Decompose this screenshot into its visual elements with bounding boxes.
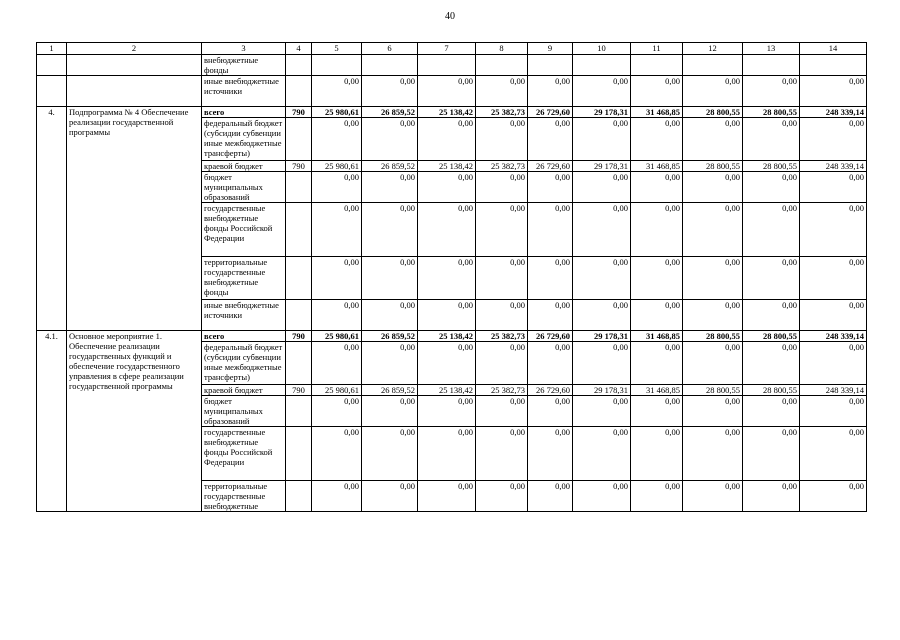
amount-cell: 0,00 (418, 203, 476, 257)
amount-cell: 0,00 (312, 172, 362, 203)
amount-cell: 0,00 (312, 396, 362, 427)
column-header: 3 (202, 43, 286, 55)
amount-cell: 0,00 (476, 300, 528, 331)
amount-cell: 0,00 (631, 172, 683, 203)
amount-cell: 28 800,55 (743, 161, 800, 172)
funding-source: всего (202, 107, 286, 118)
amount-cell: 0,00 (631, 427, 683, 481)
amount-cell: 28 800,55 (683, 385, 743, 396)
budget-code (286, 342, 312, 385)
amount-cell: 0,00 (476, 427, 528, 481)
amount-cell: 0,00 (362, 172, 418, 203)
amount-cell: 0,00 (743, 427, 800, 481)
table-row (37, 331, 867, 342)
amount-cell: 25 138,42 (418, 385, 476, 396)
funding-source: внебюджетные фонды (202, 55, 286, 76)
table-row (37, 107, 867, 118)
amount-cell: 0,00 (683, 172, 743, 203)
amount-cell: 0,00 (743, 396, 800, 427)
amount-cell: 0,00 (362, 203, 418, 257)
amount-cell: 25 980,61 (312, 161, 362, 172)
amount-cell: 0,00 (418, 76, 476, 107)
funding-source: федеральный бюджет (субсидии субвенции иные межбюджетные трансферты) (202, 118, 286, 161)
amount-cell: 0,00 (573, 300, 631, 331)
column-header: 5 (312, 43, 362, 55)
column-header: 1 (37, 43, 67, 55)
amount-cell (312, 55, 362, 76)
amount-cell: 0,00 (800, 300, 867, 331)
amount-cell: 0,00 (683, 300, 743, 331)
amount-cell: 0,00 (418, 396, 476, 427)
funding-source: иные внебюджетные источники (202, 76, 286, 107)
amount-cell: 0,00 (573, 118, 631, 161)
funding-source: государственные внебюджетные фонды Российской Федерации (202, 427, 286, 481)
amount-cell: 26 859,52 (362, 385, 418, 396)
amount-cell: 0,00 (573, 76, 631, 107)
amount-cell: 0,00 (528, 203, 573, 257)
amount-cell: 0,00 (418, 300, 476, 331)
amount-cell: 0,00 (362, 396, 418, 427)
amount-cell: 0,00 (476, 342, 528, 385)
amount-cell: 28 800,55 (683, 107, 743, 118)
column-header: 4 (286, 43, 312, 55)
amount-cell: 0,00 (528, 300, 573, 331)
amount-cell: 0,00 (573, 172, 631, 203)
amount-cell (683, 55, 743, 76)
amount-cell: 26 729,60 (528, 331, 573, 342)
amount-cell: 28 800,55 (743, 331, 800, 342)
amount-cell: 0,00 (418, 118, 476, 161)
row-index: 4.1. (37, 331, 67, 512)
amount-cell: 0,00 (683, 481, 743, 512)
amount-cell: 0,00 (312, 427, 362, 481)
amount-cell: 0,00 (631, 396, 683, 427)
amount-cell (362, 55, 418, 76)
header-row (37, 43, 867, 55)
amount-cell: 0,00 (683, 203, 743, 257)
amount-cell: 0,00 (743, 76, 800, 107)
table-row (37, 55, 867, 76)
amount-cell: 28 800,55 (743, 107, 800, 118)
amount-cell: 0,00 (476, 396, 528, 427)
budget-code (286, 55, 312, 76)
amount-cell: 0,00 (476, 203, 528, 257)
column-header: 12 (683, 43, 743, 55)
amount-cell: 0,00 (573, 342, 631, 385)
funding-source: федеральный бюджет (субсидии субвенции иные межбюджетные трансферты) (202, 342, 286, 385)
amount-cell: 0,00 (631, 481, 683, 512)
budget-code: 790 (286, 161, 312, 172)
amount-cell: 0,00 (312, 118, 362, 161)
amount-cell: 0,00 (528, 342, 573, 385)
amount-cell: 0,00 (800, 76, 867, 107)
amount-cell: 0,00 (631, 342, 683, 385)
budget-code (286, 427, 312, 481)
amount-cell: 26 729,60 (528, 161, 573, 172)
amount-cell: 0,00 (573, 427, 631, 481)
budget-code (286, 257, 312, 300)
amount-cell (743, 55, 800, 76)
budget-code: 790 (286, 385, 312, 396)
amount-cell: 0,00 (362, 481, 418, 512)
amount-cell: 0,00 (528, 118, 573, 161)
amount-cell: 0,00 (312, 300, 362, 331)
amount-cell: 0,00 (743, 342, 800, 385)
amount-cell: 0,00 (418, 172, 476, 203)
amount-cell: 0,00 (800, 427, 867, 481)
funding-source: бюджет муниципальных образований (202, 172, 286, 203)
amount-cell: 248 339,14 (800, 331, 867, 342)
amount-cell: 0,00 (743, 481, 800, 512)
column-header: 11 (631, 43, 683, 55)
amount-cell: 0,00 (312, 76, 362, 107)
row-title (67, 76, 202, 107)
row-index (37, 76, 67, 107)
amount-cell: 0,00 (476, 118, 528, 161)
amount-cell: 28 800,55 (683, 161, 743, 172)
column-header: 13 (743, 43, 800, 55)
amount-cell: 0,00 (631, 203, 683, 257)
amount-cell: 0,00 (573, 257, 631, 300)
amount-cell: 26 729,60 (528, 107, 573, 118)
amount-cell: 29 178,31 (573, 331, 631, 342)
row-index (37, 55, 67, 76)
column-header: 9 (528, 43, 573, 55)
amount-cell: 29 178,31 (573, 107, 631, 118)
amount-cell: 0,00 (800, 396, 867, 427)
row-index: 4. (37, 107, 67, 331)
amount-cell: 26 859,52 (362, 107, 418, 118)
funding-source: всего (202, 331, 286, 342)
amount-cell: 248 339,14 (800, 107, 867, 118)
amount-cell: 0,00 (312, 203, 362, 257)
amount-cell: 0,00 (476, 257, 528, 300)
amount-cell: 25 980,61 (312, 331, 362, 342)
amount-cell (476, 55, 528, 76)
funding-source: территориальные государственные внебюджетные (202, 481, 286, 512)
budget-code (286, 203, 312, 257)
amount-cell: 31 468,85 (631, 107, 683, 118)
amount-cell: 0,00 (631, 118, 683, 161)
column-header: 6 (362, 43, 418, 55)
budget-code (286, 76, 312, 107)
column-header: 2 (67, 43, 202, 55)
amount-cell: 25 382,73 (476, 331, 528, 342)
amount-cell: 0,00 (800, 203, 867, 257)
amount-cell: 25 980,61 (312, 107, 362, 118)
amount-cell: 0,00 (528, 76, 573, 107)
amount-cell: 26 859,52 (362, 331, 418, 342)
budget-code (286, 172, 312, 203)
funding-source: краевой бюджет (202, 161, 286, 172)
amount-cell: 0,00 (528, 427, 573, 481)
funding-source: краевой бюджет (202, 385, 286, 396)
amount-cell: 0,00 (528, 172, 573, 203)
amount-cell: 26 729,60 (528, 385, 573, 396)
amount-cell: 0,00 (800, 257, 867, 300)
amount-cell (800, 55, 867, 76)
amount-cell: 0,00 (362, 118, 418, 161)
page-number: 40 (445, 11, 455, 22)
amount-cell (418, 55, 476, 76)
budget-table (36, 42, 867, 512)
amount-cell: 0,00 (683, 396, 743, 427)
amount-cell: 0,00 (418, 481, 476, 512)
amount-cell: 0,00 (743, 172, 800, 203)
amount-cell: 0,00 (362, 342, 418, 385)
amount-cell: 26 859,52 (362, 161, 418, 172)
row-title: Основное мероприятие 1. Обеспечение реализации государственных функций и обеспечение государственного управления в сфере реализации государственной программы (67, 331, 202, 512)
amount-cell: 29 178,31 (573, 161, 631, 172)
amount-cell: 0,00 (418, 342, 476, 385)
funding-source: территориальные государственные внебюджетные фонды (202, 257, 286, 300)
amount-cell: 248 339,14 (800, 385, 867, 396)
amount-cell: 0,00 (362, 76, 418, 107)
amount-cell: 0,00 (528, 481, 573, 512)
amount-cell: 0,00 (743, 118, 800, 161)
amount-cell: 0,00 (631, 76, 683, 107)
amount-cell (528, 55, 573, 76)
amount-cell: 31 468,85 (631, 385, 683, 396)
budget-code: 790 (286, 331, 312, 342)
budget-code (286, 300, 312, 331)
budget-code (286, 118, 312, 161)
amount-cell: 28 800,55 (683, 331, 743, 342)
amount-cell: 25 382,73 (476, 385, 528, 396)
amount-cell: 0,00 (631, 300, 683, 331)
amount-cell: 0,00 (743, 203, 800, 257)
row-title: Подпрограмма № 4 Обеспечение реализации государственной программы (67, 107, 202, 331)
column-header: 7 (418, 43, 476, 55)
amount-cell: 0,00 (312, 342, 362, 385)
funding-source: бюджет муниципальных образований (202, 396, 286, 427)
column-header: 10 (573, 43, 631, 55)
amount-cell: 0,00 (362, 427, 418, 481)
amount-cell: 0,00 (573, 203, 631, 257)
amount-cell: 31 468,85 (631, 161, 683, 172)
amount-cell: 0,00 (800, 118, 867, 161)
amount-cell: 28 800,55 (743, 385, 800, 396)
amount-cell: 0,00 (476, 172, 528, 203)
amount-cell: 0,00 (528, 257, 573, 300)
amount-cell: 0,00 (418, 427, 476, 481)
amount-cell: 0,00 (800, 172, 867, 203)
amount-cell (631, 55, 683, 76)
amount-cell: 31 468,85 (631, 331, 683, 342)
amount-cell: 25 138,42 (418, 107, 476, 118)
amount-cell: 0,00 (362, 300, 418, 331)
amount-cell: 0,00 (362, 257, 418, 300)
amount-cell: 0,00 (312, 481, 362, 512)
amount-cell: 0,00 (800, 342, 867, 385)
amount-cell: 0,00 (683, 76, 743, 107)
amount-cell: 29 178,31 (573, 385, 631, 396)
amount-cell: 25 138,42 (418, 331, 476, 342)
amount-cell: 0,00 (683, 257, 743, 300)
amount-cell: 25 382,73 (476, 161, 528, 172)
budget-code: 790 (286, 107, 312, 118)
budget-code (286, 481, 312, 512)
amount-cell: 0,00 (800, 481, 867, 512)
budget-code (286, 396, 312, 427)
table-row (37, 76, 867, 107)
amount-cell: 25 138,42 (418, 161, 476, 172)
amount-cell: 0,00 (573, 396, 631, 427)
amount-cell: 0,00 (683, 342, 743, 385)
amount-cell: 25 980,61 (312, 385, 362, 396)
amount-cell: 0,00 (743, 257, 800, 300)
amount-cell: 248 339,14 (800, 161, 867, 172)
amount-cell: 0,00 (631, 257, 683, 300)
amount-cell: 0,00 (528, 396, 573, 427)
amount-cell: 0,00 (312, 257, 362, 300)
amount-cell: 0,00 (476, 481, 528, 512)
amount-cell: 0,00 (476, 76, 528, 107)
column-header: 8 (476, 43, 528, 55)
amount-cell: 0,00 (683, 118, 743, 161)
amount-cell: 0,00 (743, 300, 800, 331)
amount-cell: 25 382,73 (476, 107, 528, 118)
amount-cell: 0,00 (573, 481, 631, 512)
row-title (67, 55, 202, 76)
funding-source: государственные внебюджетные фонды Российской Федерации (202, 203, 286, 257)
funding-source: иные внебюджетные источники (202, 300, 286, 331)
amount-cell (573, 55, 631, 76)
amount-cell: 0,00 (418, 257, 476, 300)
column-header: 14 (800, 43, 867, 55)
amount-cell: 0,00 (683, 427, 743, 481)
